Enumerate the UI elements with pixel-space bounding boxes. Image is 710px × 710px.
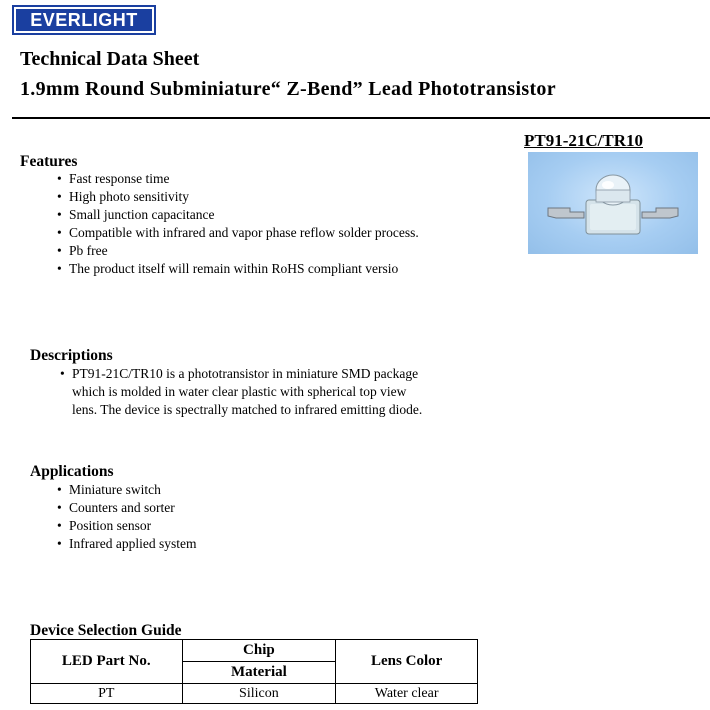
product-title: 1.9mm Round Subminiature“ Z-Bend” Lead Phototransistor — [20, 78, 556, 100]
cell-lens: Water clear — [336, 684, 478, 704]
logo-text: EVERLIGHT — [16, 9, 152, 31]
cell-material: Silicon — [182, 684, 336, 704]
description-line: lens. The device is spectrally matched to infrared emitting diode. — [72, 402, 423, 417]
col-header-chip: Chip — [182, 640, 336, 662]
phototransistor-image — [528, 152, 698, 254]
application-item: • Counters and sorter — [57, 499, 196, 517]
feature-item: • Fast response time — [57, 170, 419, 188]
col-header-part: LED Part No. — [31, 640, 183, 684]
descriptions-heading: Descriptions — [30, 347, 113, 364]
selection-guide-table — [30, 639, 478, 704]
document-title: Technical Data Sheet — [20, 48, 200, 70]
part-number: PT91-21C/TR10 — [524, 131, 643, 150]
feature-item: • Small junction capacitance — [57, 206, 419, 224]
applications-heading: Applications — [30, 463, 114, 480]
col-header-lens: Lens Color — [336, 640, 478, 684]
product-photo — [528, 152, 698, 254]
description-line: which is molded in water clear plastic with spherical top view — [72, 384, 407, 399]
cell-part: PT — [31, 684, 183, 704]
application-item: • Position sensor — [57, 517, 196, 535]
table-row — [31, 684, 478, 704]
header-divider — [12, 117, 710, 119]
description-text — [60, 365, 540, 419]
applications-list — [57, 481, 196, 553]
description-line: • PT91-21C/TR10 is a phototransistor in miniature SMD package — [60, 365, 540, 383]
feature-item: • Pb free — [57, 242, 419, 260]
features-heading: Features — [20, 153, 78, 170]
application-item: • Miniature switch — [57, 481, 196, 499]
selection-guide-heading: Device Selection Guide — [30, 622, 182, 639]
everlight-logo — [12, 5, 156, 35]
feature-item: • The product itself will remain within RoHS compliant versio — [57, 260, 419, 278]
feature-item: • High photo sensitivity — [57, 188, 419, 206]
application-item: • Infrared applied system — [57, 535, 196, 553]
col-header-material: Material — [182, 662, 336, 684]
features-list — [57, 170, 419, 278]
feature-item: • Compatible with infrared and vapor phase reflow solder process. — [57, 224, 419, 242]
